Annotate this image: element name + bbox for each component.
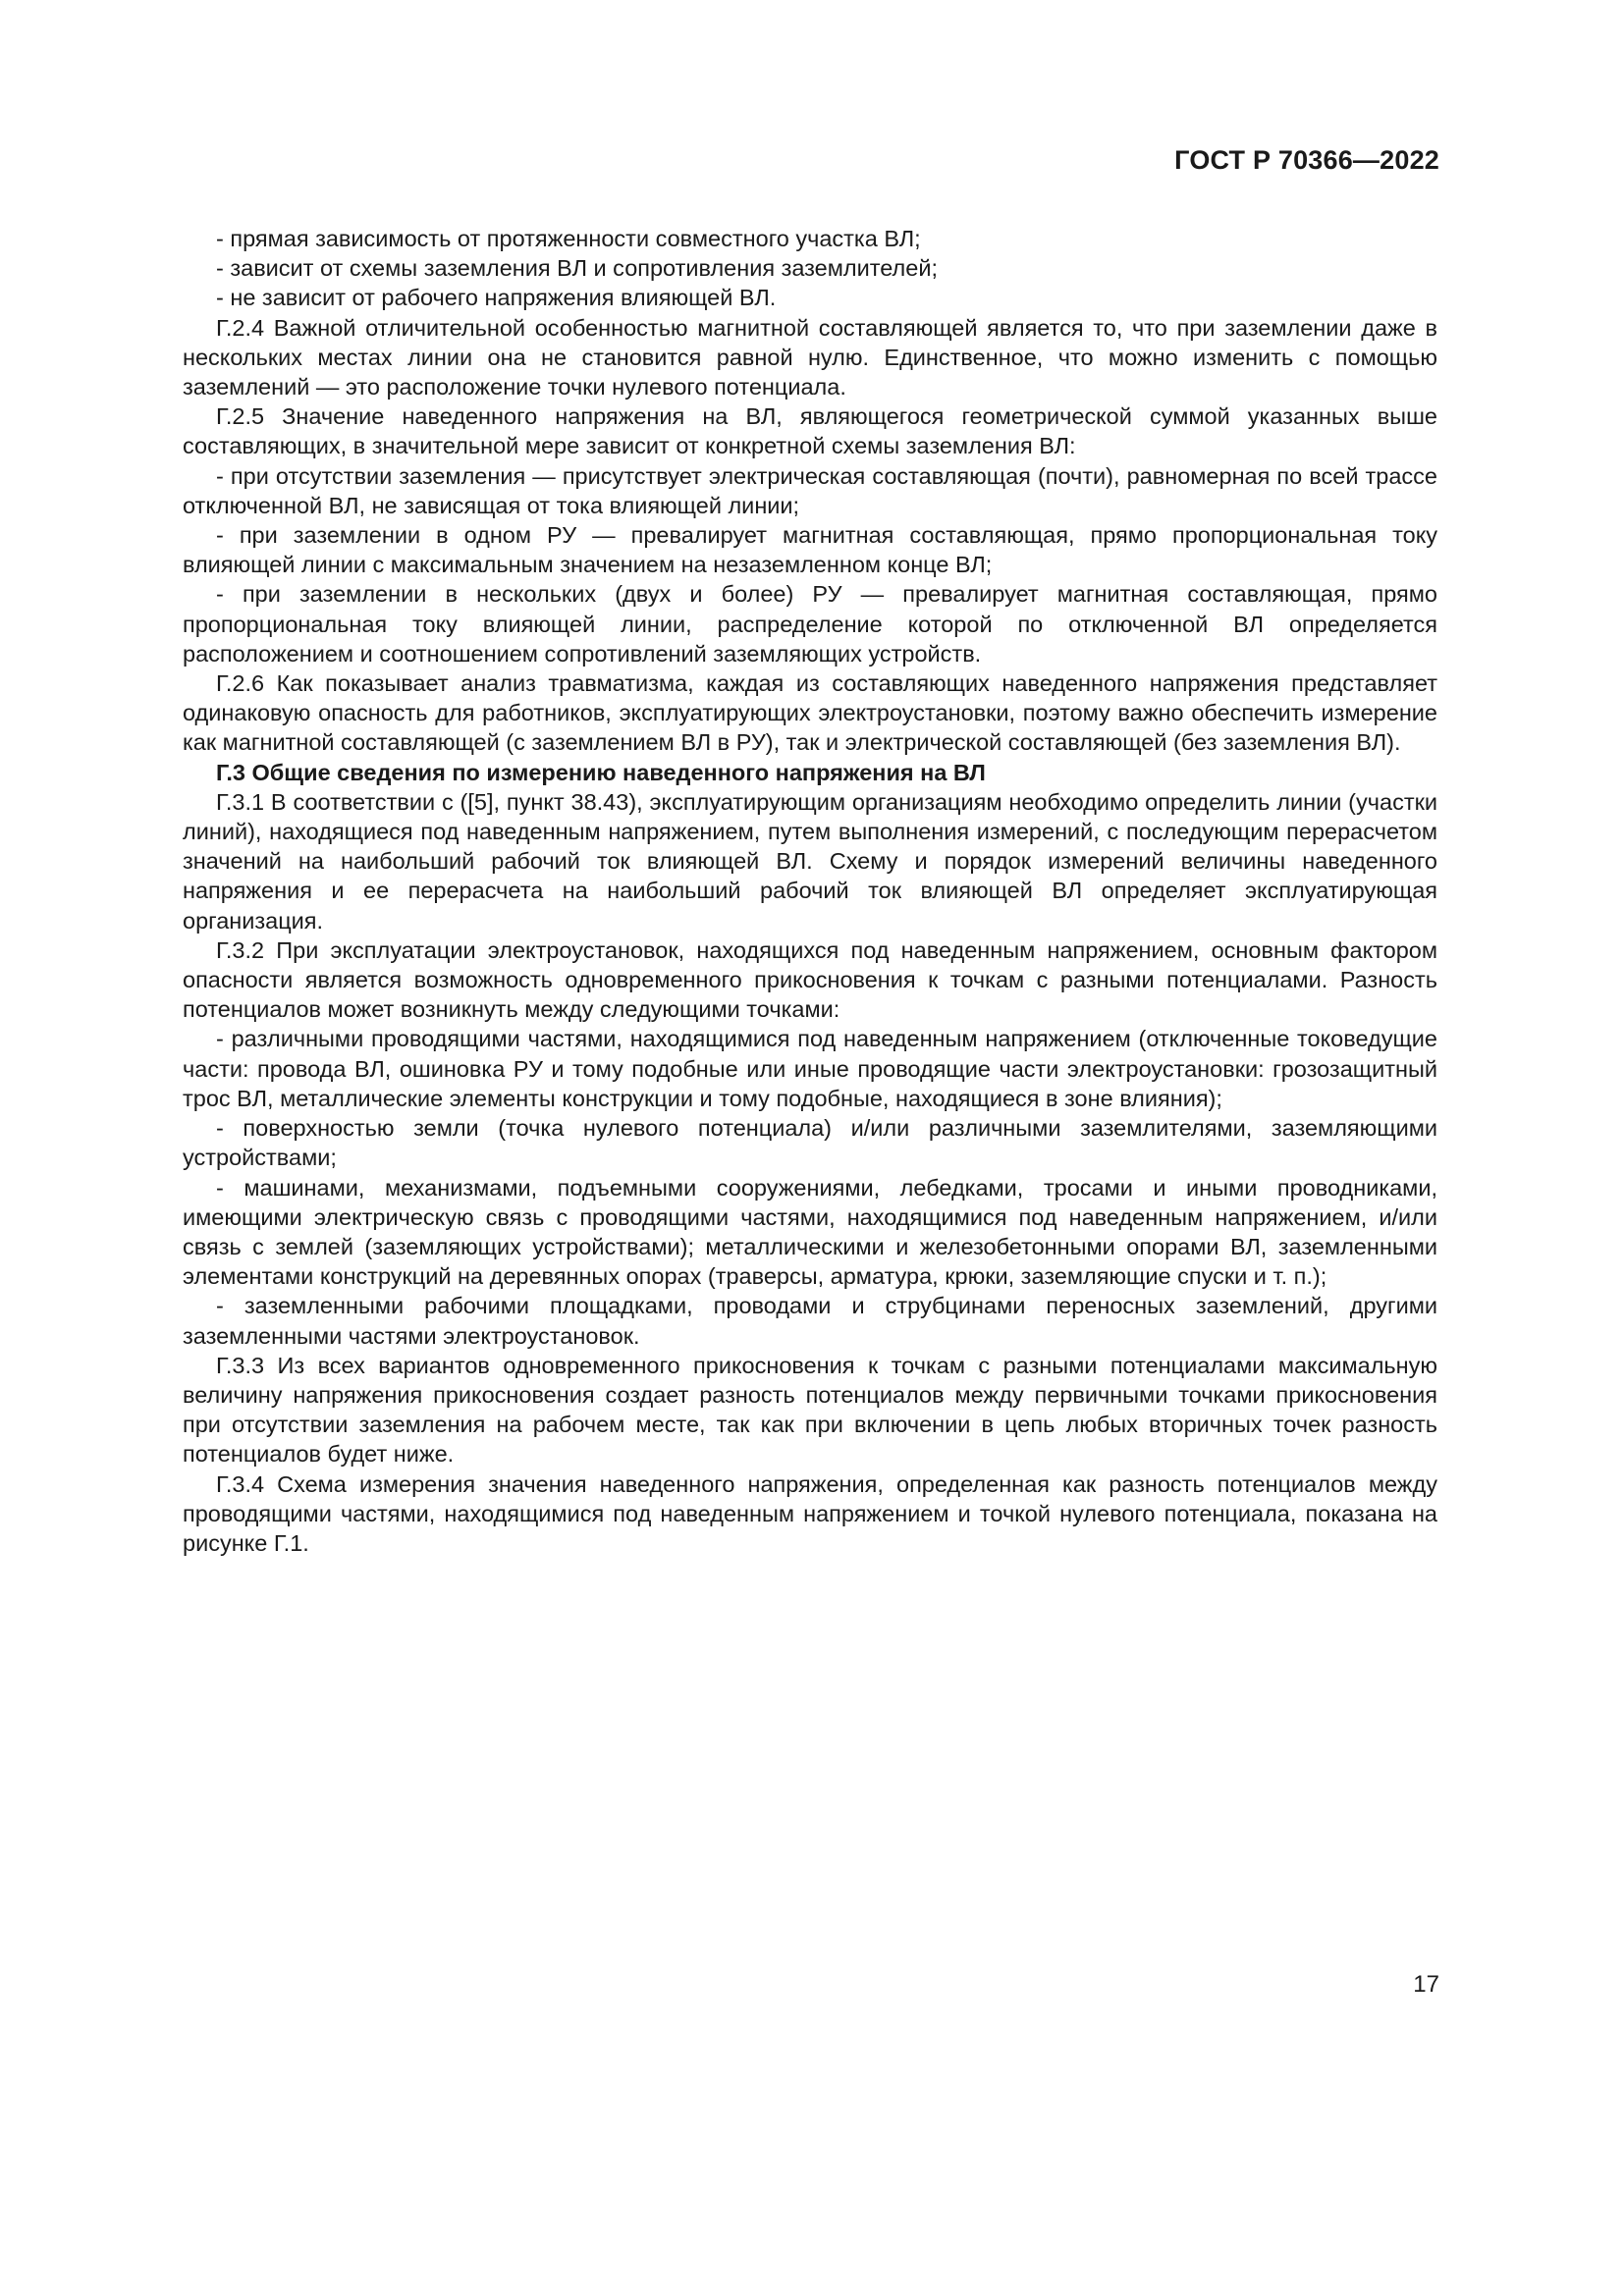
- paragraph: Г.3.2 При эксплуатации электроустановок, находящихся под наведенным напряжением, основным фактором опасности является возможность одновременного прикосновения к точкам с разными потенциалами. Разность потенциалов может возникнуть между следующими точками:: [183, 936, 1437, 1023]
- paragraph: - при отсутствии заземления — присутствует электрическая составляющая (почти), равномерная по всей трассе отключенной ВЛ, не зависящая от тока влияющей линии;: [183, 462, 1437, 518]
- document-header: ГОСТ Р 70366—2022: [1174, 145, 1439, 175]
- paragraph: - прямая зависимость от протяженности совместного участка ВЛ;: [216, 226, 921, 251]
- paragraph: - машинами, механизмами, подъемными сооружениями, лебедками, тросами и иными проводниками, имеющими электрическую связь с проводящими частями, находящимися под наведенным напряжением, и/или связь с землей (заземляющих устройствами); металлическими и железобетонными опорами ВЛ, заземленными элементами конструкций на деревянных опорах (траверсы, арматура, крюки, заземляющие спуски и т. п.);: [183, 1174, 1437, 1290]
- page-number: 17: [1413, 1971, 1439, 1998]
- paragraph: - зависит от схемы заземления ВЛ и сопротивления заземлителей;: [216, 255, 938, 282]
- paragraph: - заземленными рабочими площадками, проводами и струбцинами переносных заземлений, другими заземленными частями электроустановок.: [183, 1293, 1437, 1349]
- page-body: [183, 224, 1437, 1558]
- section-heading: Г.3 Общие сведения по измерению наведенного напряжения на ВЛ: [216, 759, 986, 785]
- paragraph: - не зависит от рабочего напряжения влияющей ВЛ.: [216, 285, 777, 311]
- paragraph: Г.2.4 Важной отличительной особенностью магнитной составляющей является то, что при заземлении даже в нескольких местах линии она не становится равной нулю. Единственное, что можно изменить с помощью заземлений — это расположение точки нулевого потенциала.: [183, 314, 1437, 400]
- paragraph: Г.2.5 Значение наведенного напряжения на ВЛ, являющегося геометрической суммой указанных выше составляющих, в значительной мере зависит от конкретной схемы заземления ВЛ:: [183, 403, 1437, 459]
- paragraph: - при заземлении в одном РУ — превалирует магнитная составляющая, прямо пропорциональная току влияющей линии с максимальным значением на незаземленном конце ВЛ;: [183, 522, 1437, 578]
- paragraph: Г.3.3 Из всех вариантов одновременного прикосновения к точкам с разными потенциалами максимальную величину напряжения прикосновения создает разность потенциалов между первичными точками прикосновения при отсутствии заземления на рабочем месте, так как при включении в цепь любых вторичных точек разность потенциалов будет ниже.: [183, 1352, 1437, 1468]
- paragraph: - поверхностью земли (точка нулевого потенциала) и/или различными заземлителями, заземляющими устройствами;: [183, 1115, 1437, 1171]
- paragraph: - при заземлении в нескольких (двух и более) РУ — превалирует магнитная составляющая, прямо пропорциональная току влияющей линии, распределение которой по отключенной ВЛ определяется расположением и соотношением сопротивлений заземляющих устройств.: [183, 581, 1437, 667]
- paragraph: Г.2.6 Как показывает анализ травматизма, каждая из составляющих наведенного напряжения представляет одинаковую опасность для работников, эксплуатирующих электроустановки, поэтому важно обеспечить измерение как магнитной составляющей (с заземлением ВЛ в РУ), так и электрической составляющей (без заземления ВЛ).: [183, 670, 1437, 756]
- paragraph: - различными проводящими частями, находящимися под наведенным напряжением (отключенные токоведущие части: провода ВЛ, ошиновка РУ и тому подобные или иные проводящие части электроустановки: грозозащитный трос ВЛ, металлические элементы конструкции и тому подобные, находящиеся в зоне влияния);: [183, 1026, 1437, 1111]
- paragraph: Г.3.1 В соответствии с ([5], пункт 38.43), эксплуатирующим организациям необходимо определить линии (участки линий), находящиеся под наведенным напряжением, путем выполнения измерений, с последующим перерасчетом значений на наибольший рабочий ток влияющей ВЛ. Схему и порядок измерений величины наведенного напряжения и ее перерасчета на наибольший рабочий ток влияющей ВЛ определяет эксплуатирующая организация.: [183, 788, 1437, 934]
- paragraph: Г.3.4 Схема измерения значения наведенного напряжения, определенная как разность потенциалов между проводящими частями, находящимися под наведенным напряжением и точкой нулевого потенциала, показана на рисунке Г.1.: [183, 1470, 1437, 1556]
